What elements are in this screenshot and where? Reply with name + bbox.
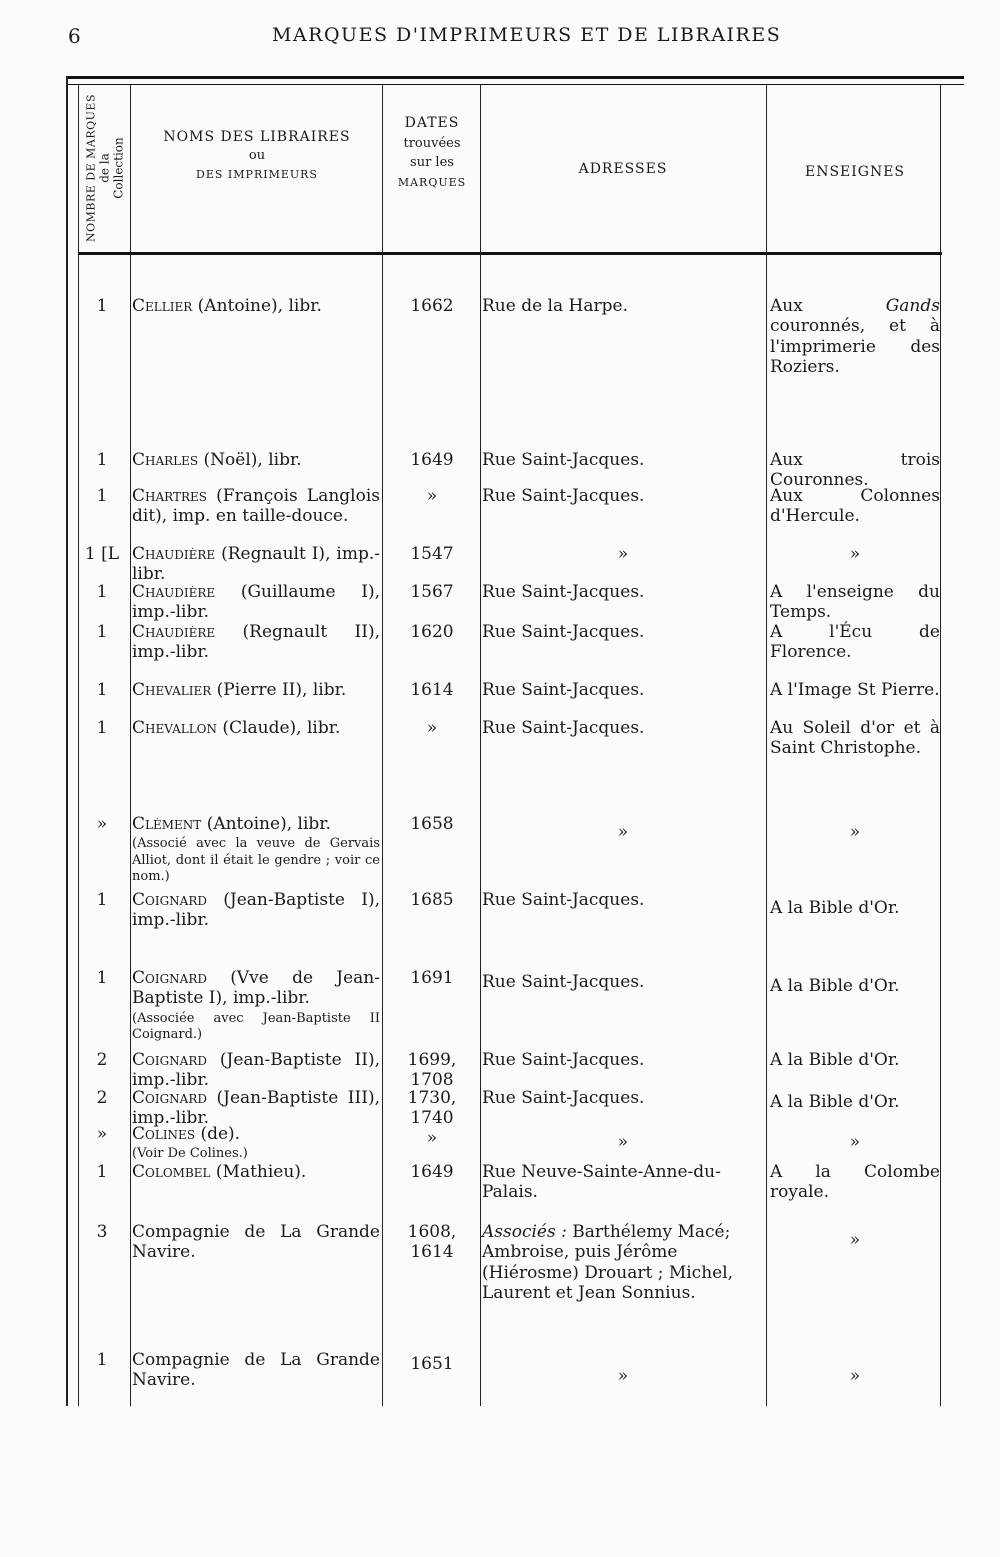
row-name-surname: Charles [132, 450, 199, 470]
row-count: 1 [96, 1162, 108, 1182]
row-name-surname: Clément [132, 814, 202, 834]
row-sign: Au Soleil d'or et à Saint Christophe. [770, 718, 940, 759]
row-name-rest: (Regnault I), imp.-libr. [132, 544, 380, 585]
row-count: 2 [96, 1050, 108, 1070]
row-sign: A la Bible d'Or. [770, 1092, 900, 1112]
row-count: 1 [96, 1350, 108, 1370]
col-divider-1 [78, 84, 79, 1406]
row-date: » [426, 718, 438, 738]
row-sign: » [849, 1132, 861, 1152]
header-dates [384, 114, 480, 191]
row-address: Rue Saint-Jacques. [482, 718, 645, 738]
row-name-rest: (Antoine), libr. [192, 296, 322, 316]
row-count: 1 [96, 486, 108, 506]
row-count: 2 [96, 1088, 108, 1108]
row-date: 1691 [410, 968, 454, 988]
table-top-rule-thin [66, 84, 964, 85]
col-divider-2 [130, 84, 131, 1406]
row-name-rest: (Regnault II), imp.-libr. [132, 622, 380, 663]
row-name-surname: Chartres [132, 486, 207, 506]
row-name [132, 718, 380, 738]
row-address: Rue Neuve-Sainte-Anne-du-Palais. [482, 1162, 721, 1203]
row-count: 1 [96, 968, 108, 988]
row-name-surname: Cellier [132, 296, 193, 316]
row-name-surname: Coignard [132, 1050, 207, 1070]
row-count: 1 [96, 622, 108, 642]
row-name-surname: Chaudière [132, 622, 216, 642]
row-sign [770, 296, 940, 378]
row-date: 1649 [410, 1162, 454, 1182]
row-note: (Associé avec la veuve de Gervais Alliot, dont il était le gendre ; voir ce nom.) [132, 836, 380, 884]
running-header [0, 24, 1000, 54]
row-date: » [426, 1128, 438, 1148]
header-addresses: ADRESSES [578, 161, 668, 177]
row-name [132, 486, 380, 527]
row-date: 1651 [410, 1354, 454, 1374]
header-names [134, 128, 380, 183]
row-name-rest: (Jean-Baptiste I), imp.-libr. [132, 890, 380, 931]
header-count-line3: Collection [110, 137, 125, 199]
row-name-surname: Coignard [132, 1088, 207, 1108]
header-names-line3: DES IMPRIMEURS [196, 168, 318, 182]
row-date: 1658 [410, 814, 454, 834]
row-name-surname: Coignard [132, 890, 207, 910]
row-name: Compagnie de La Grande Navire. [132, 1350, 380, 1391]
row-date: 1547 [410, 544, 454, 564]
row-address: Rue Saint-Jacques. [482, 972, 645, 992]
row-name [132, 1124, 380, 1163]
row-date: 1614 [410, 680, 454, 700]
row-address-text: Barthélemy Macé; Ambroise, puis Jérôme (Hiérosme) Drouart ; Michel, Laurent et Jean Sonnius. [482, 1222, 734, 1304]
row-note: (Associée avec Jean-Baptiste II Coignard.) [132, 1010, 380, 1043]
header-count [80, 88, 130, 248]
header-names-line2: ou [248, 147, 266, 163]
row-sign: A l'Image St Pierre. [770, 680, 940, 700]
row-name [132, 680, 380, 700]
row-sign-italic: Gands [885, 296, 940, 316]
row-count: 1 [96, 718, 108, 738]
row-date: 1699, 1708 [407, 1050, 457, 1091]
row-address-italic: Associés : [482, 1222, 567, 1242]
row-address: Rue Saint-Jacques. [482, 486, 645, 506]
row-address: Rue Saint-Jacques. [482, 1088, 645, 1108]
row-date: 1685 [410, 890, 454, 910]
row-name-surname: Chevalier [132, 680, 212, 700]
row-count: » [96, 1124, 108, 1144]
header-dates-line1: DATES [404, 115, 460, 131]
header-signs: ENSEIGNES [804, 164, 906, 180]
row-date: 1662 [410, 296, 454, 316]
page-number: 6 [68, 24, 81, 48]
col-divider-5 [766, 84, 767, 1406]
row-name-rest: (Mathieu). [210, 1162, 307, 1182]
row-sign: Aux trois Couronnes. [770, 450, 940, 491]
row-date: 1567 [410, 582, 454, 602]
row-name-rest: (François Langlois dit), imp. en taille-douce. [132, 486, 380, 527]
header-names-line1: NOMS DES LIBRAIRES [163, 129, 351, 145]
row-address: Rue Saint-Jacques. [482, 1050, 645, 1070]
row-name [132, 814, 380, 885]
header-bottom-rule [78, 252, 942, 255]
row-sign: A la Bible d'Or. [770, 976, 900, 996]
row-name [132, 968, 380, 1043]
row-name-surname: Colombel [132, 1162, 211, 1182]
row-name-surname: Colines [132, 1124, 196, 1144]
row-name [132, 890, 380, 931]
row-name [132, 582, 380, 623]
row-address: Rue Saint-Jacques. [482, 582, 645, 602]
row-count: 1 [96, 890, 108, 910]
row-name-rest: (Vve de Jean-Baptiste I), imp.-libr. [132, 968, 380, 1009]
row-count: 3 [96, 1222, 108, 1242]
row-sign: A l'Écu de Florence. [770, 622, 940, 663]
row-name [132, 450, 380, 470]
row-address: » [617, 544, 629, 564]
row-address: Rue de la Harpe. [482, 296, 628, 316]
row-name-rest: (Pierre II), libr. [211, 680, 347, 700]
page-title: MARQUES D'IMPRIMEURS ET DE LIBRAIRES [272, 24, 782, 46]
row-count: 1 [96, 680, 108, 700]
row-name-rest: (Noël), libr. [198, 450, 302, 470]
row-address: » [617, 822, 629, 842]
row-sign: A l'enseigne du Temps. [770, 582, 940, 623]
header-dates-line4: MARQUES [397, 175, 467, 189]
row-name-surname: Coignard [132, 968, 207, 988]
row-count: 1 [96, 450, 108, 470]
header-dates-line3: sur les [410, 155, 454, 171]
row-address [482, 1222, 764, 1304]
row-date: 1608, 1614 [407, 1222, 457, 1263]
row-name-rest: (de). [195, 1124, 241, 1144]
row-count: 1 [L [84, 544, 120, 564]
row-name [132, 622, 380, 663]
row-name-rest: (Antoine), libr. [201, 814, 331, 834]
row-address: Rue Saint-Jacques. [482, 450, 645, 470]
row-date: 1730, 1740 [407, 1088, 457, 1129]
row-name [132, 1162, 380, 1182]
row-address: Rue Saint-Jacques. [482, 680, 645, 700]
row-address: Rue Saint-Jacques. [482, 622, 645, 642]
row-address: » [617, 1366, 629, 1386]
row-count: 1 [96, 296, 108, 316]
row-date: » [426, 486, 438, 506]
row-sign-text-2: couronnés, et à l'imprimerie des Roziers. [770, 316, 940, 378]
row-name-rest: (Jean-Baptiste II), imp.-libr. [132, 1050, 380, 1091]
row-sign: A la Colombe royale. [770, 1162, 940, 1203]
row-address: Rue Saint-Jacques. [482, 890, 645, 910]
row-name [132, 296, 380, 316]
row-sign: » [849, 1366, 861, 1386]
row-name [132, 1050, 380, 1091]
row-sign: Aux Colonnes d'Hercule. [770, 486, 940, 527]
row-count: 1 [96, 582, 108, 602]
row-sign: » [849, 822, 861, 842]
row-name-surname: Chevallon [132, 718, 218, 738]
table-right-border [940, 84, 941, 1406]
col-divider-4 [480, 84, 481, 1406]
row-name: Compagnie de La Grande Navire. [132, 1222, 380, 1263]
table-top-rule [66, 76, 964, 79]
row-name-rest: (Claude), libr. [217, 718, 341, 738]
row-date: 1620 [410, 622, 454, 642]
row-count: » [96, 814, 108, 834]
row-sign: A la Bible d'Or. [770, 898, 900, 918]
row-name-rest: (Jean-Baptiste III), imp.-libr. [132, 1088, 380, 1129]
row-address: » [617, 1132, 629, 1152]
row-name-surname: Chaudière [132, 582, 216, 602]
row-sign: A la Bible d'Or. [770, 1050, 900, 1070]
row-sign: » [849, 1230, 861, 1250]
row-name-rest: (Guillaume I), imp.-libr. [132, 582, 380, 623]
row-name [132, 544, 380, 585]
header-dates-line2: trouvées [403, 135, 461, 151]
row-date: 1649 [410, 450, 454, 470]
row-sign-text: Aux [770, 296, 886, 316]
col-divider-3 [382, 84, 383, 1406]
row-sign: » [849, 544, 861, 564]
table-left-border [66, 76, 68, 1406]
header-count-line1: NOMBRE DE MARQUES [84, 94, 98, 242]
row-note: (Voir De Colines.) [132, 1146, 248, 1162]
row-name-surname: Chaudière [132, 544, 216, 564]
header-count-line2: de la [97, 153, 112, 183]
row-name [132, 1088, 380, 1129]
